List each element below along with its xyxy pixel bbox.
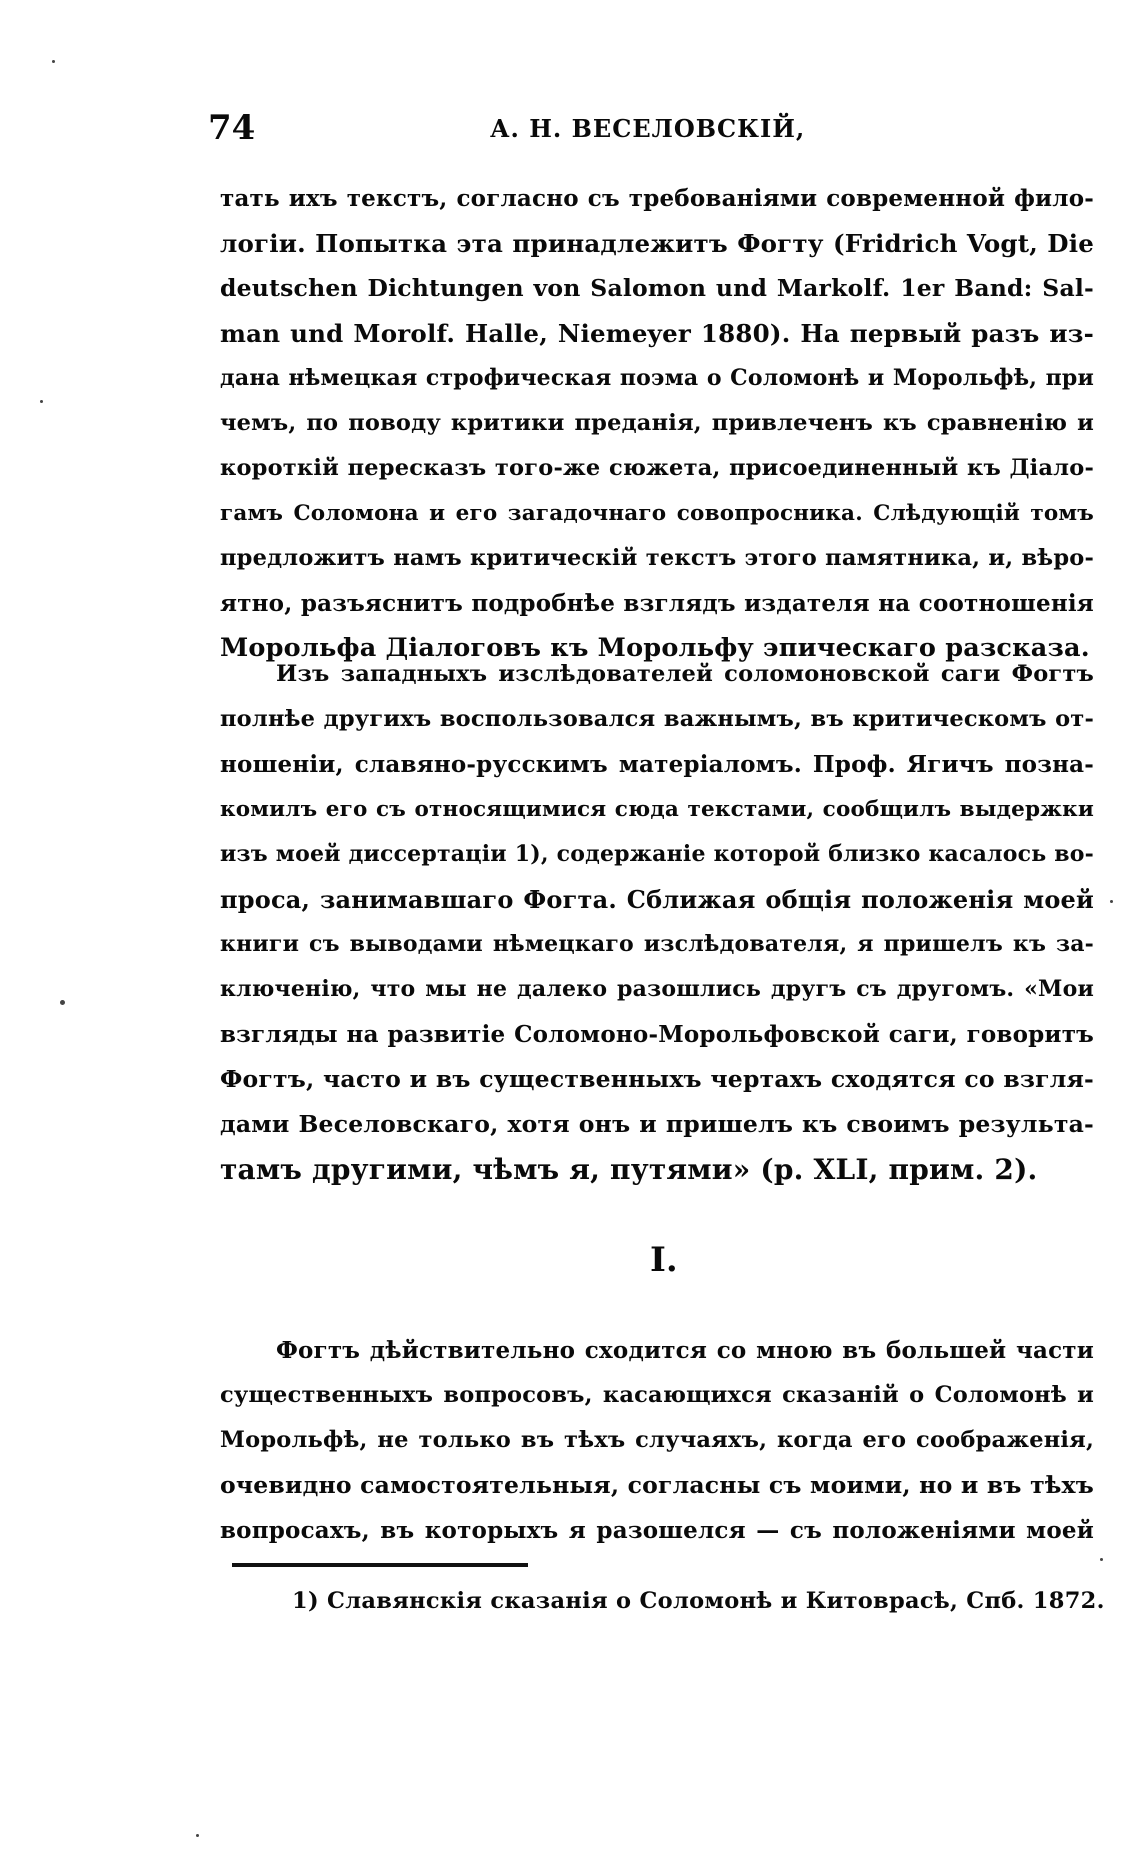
text-line: вопросахъ, въ которыхъ я разошелся — съ положеніями моей bbox=[220, 1517, 1094, 1544]
text-line: книги съ выводами нѣмецкаго изслѣдователя, я пришелъ къ за- bbox=[220, 931, 1094, 957]
text-line: deutschen Dichtungen von Salomon und Markolf. 1er Band: Sal- bbox=[220, 274, 1094, 302]
text-line: man und Morolf. Halle, Niemeyer 1880). На первый разъ из- bbox=[220, 319, 1094, 348]
text-line: гамъ Соломона и его загадочнаго совопросника. Слѣдующій томъ bbox=[220, 501, 1094, 526]
text-line: проса, занимавшаго Фогта. Сближая общія положенія моей bbox=[220, 885, 1094, 914]
text-line: взгляды на развитіе Соломоно-Морольфовской саги, говоритъ bbox=[220, 1021, 1094, 1048]
text-line: короткій пересказъ того-же сюжета, присоединенный къ Діало- bbox=[220, 455, 1094, 481]
text-line: дами Веселовскаго, хотя онъ и пришелъ къ своимъ результа- bbox=[220, 1110, 1094, 1138]
paragraph-1 bbox=[220, 176, 1094, 671]
text-line: Морольфа Діалоговъ къ Морольфу эпическаго разсказа. bbox=[220, 633, 1090, 663]
paragraph-2 bbox=[220, 652, 1094, 1192]
text-line: ятно, разъяснитъ подробнѣе взглядъ издателя на соотношенія bbox=[220, 590, 1094, 617]
text-line: дана нѣмецкая строфическая поэма о Соломонѣ и Морольфѣ, при bbox=[220, 365, 1094, 391]
text-line: ношеніи, славяно-русскимъ матеріаломъ. Проф. Ягичъ позна- bbox=[220, 751, 1094, 778]
text-line: полнѣе другихъ воспользовался важнымъ, въ критическомъ от- bbox=[220, 706, 1094, 732]
footnote: 1) Славянскія сказанія о Соломонѣ и Китоврасѣ, Спб. 1872. bbox=[292, 1588, 1105, 1614]
page-number: 74 bbox=[208, 108, 256, 148]
page-header bbox=[208, 108, 806, 148]
scan-speck bbox=[196, 1834, 199, 1837]
text-line: Морольфѣ, не только въ тѣхъ случаяхъ, когда его соображенія, bbox=[220, 1427, 1094, 1453]
scan-speck bbox=[1100, 1558, 1103, 1561]
text-line: Фогтъ, часто и въ существенныхъ чертахъ сходятся со взгля- bbox=[220, 1065, 1094, 1093]
section-heading: I. bbox=[650, 1240, 678, 1280]
scan-speck bbox=[1110, 900, 1113, 903]
scan-speck bbox=[52, 60, 55, 63]
text-line: ключенію, что мы не далеко разошлись другъ съ другомъ. «Мои bbox=[220, 976, 1094, 1002]
text-line: предложитъ намъ критическій текстъ этого памятника, и, вѣро- bbox=[220, 545, 1094, 571]
text-line: Фогтъ дѣйствительно сходится со мною въ большей части bbox=[276, 1337, 1094, 1364]
text-line: Изъ западныхъ изслѣдователей соломоновской саги Фогтъ bbox=[276, 661, 1094, 687]
paragraph-3 bbox=[220, 1328, 1094, 1553]
running-head: А. Н. ВЕСЕЛОВСКІЙ, bbox=[490, 114, 806, 143]
text-line: очевидно самостоятельныя, согласны съ моими, но и въ тѣхъ bbox=[220, 1471, 1094, 1499]
footnote-rule bbox=[232, 1563, 528, 1567]
text-line: тать ихъ текстъ, согласно съ требованіями современной фило- bbox=[220, 185, 1094, 212]
scan-speck bbox=[40, 400, 43, 403]
text-line: существенныхъ вопросовъ, касающихся сказаній о Соломонѣ и bbox=[220, 1382, 1094, 1408]
text-line: изъ моей диссертаціи 1), содержаніе которой близко касалось во- bbox=[220, 841, 1094, 867]
text-line: логіи. Попытка эта принадлежитъ Фогту (Fridrich Vogt, Die bbox=[220, 229, 1094, 258]
text-line: тамъ другими, чѣмъ я, путями» (p. XLI, прим. 2). bbox=[220, 1153, 1038, 1186]
text-line: чемъ, по поводу критики преданія, привлеченъ къ сравненію и bbox=[220, 410, 1094, 436]
scan-speck bbox=[60, 1000, 65, 1005]
text-line: комилъ его съ относящимися сюда текстами, сообщилъ выдержки bbox=[220, 797, 1094, 822]
